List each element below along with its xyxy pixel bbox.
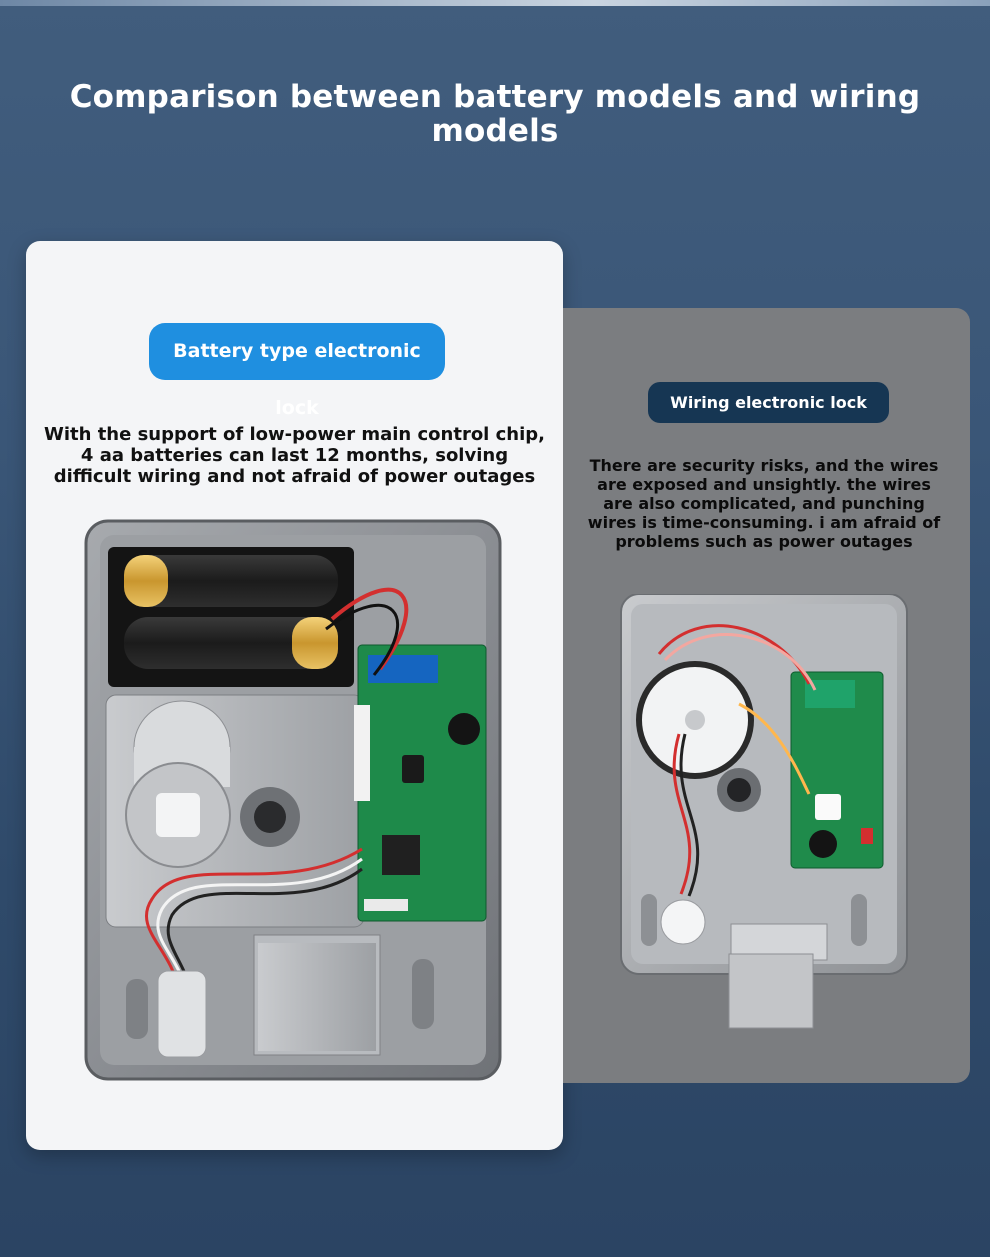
page-title: Comparison between battery models and wiring models xyxy=(69,79,921,149)
wiring-lock-label: Wiring electronic lock xyxy=(648,382,889,423)
wiring-lock-photo xyxy=(619,594,909,1031)
top-accent-strip xyxy=(0,0,990,6)
wiring-lock-description: There are security risks, and the wires are exposed and unsightly. the wires are also complicated, and punching wires is time-consuming. i am afraid of problems such as power outages xyxy=(587,456,941,551)
battery-lock-card xyxy=(26,241,563,1150)
battery-lock-label: Battery type electronic lock xyxy=(149,323,445,380)
battery-lock-photo xyxy=(82,519,504,1081)
wiring-lock-card xyxy=(563,308,970,1083)
battery-lock-description: With the support of low-power main control chip, 4 aa batteries can last 12 months, solving difficult wiring and not afraid of power outages xyxy=(43,424,545,487)
